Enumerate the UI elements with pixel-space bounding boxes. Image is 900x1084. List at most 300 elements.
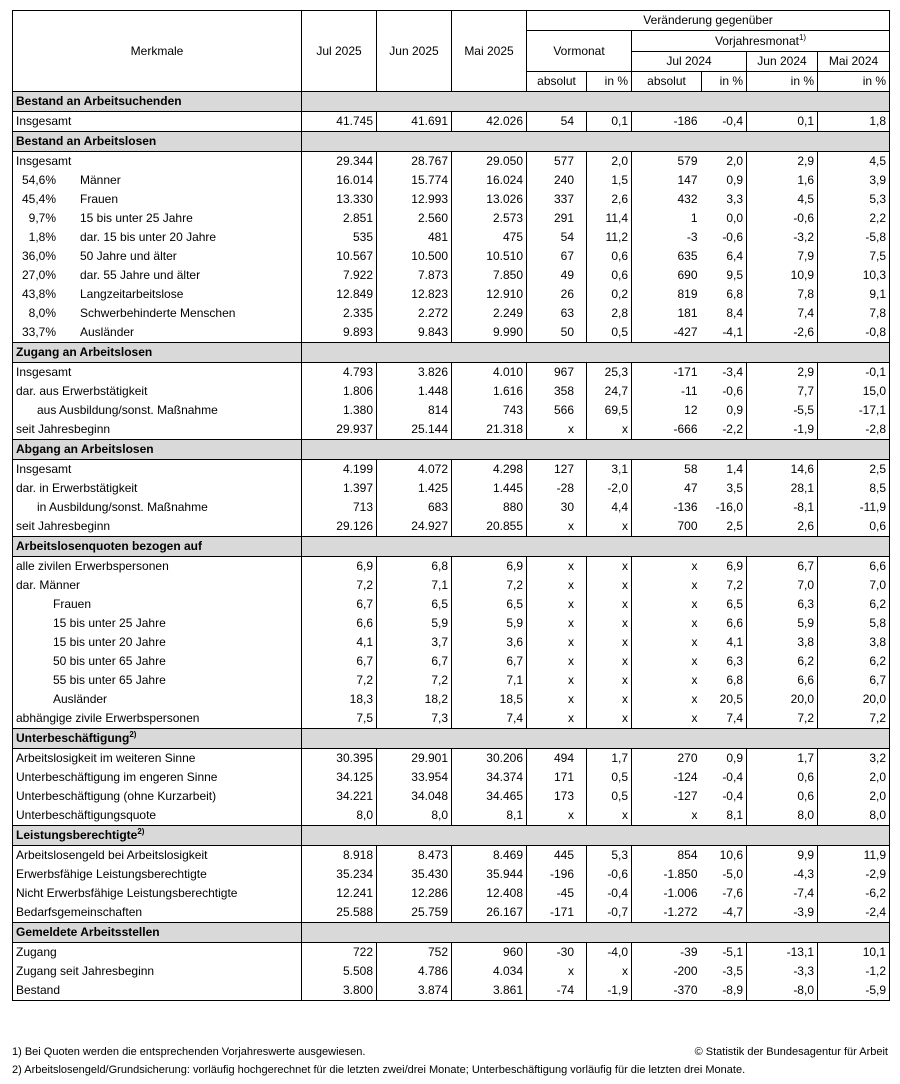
row-label: seit Jahresbeginn	[16, 519, 111, 533]
row-label: dar. 15 bis unter 20 Jahre	[80, 230, 217, 244]
value-cell: 34.374	[452, 768, 527, 787]
value-cell: 5,3	[587, 846, 632, 866]
value-cell: 30	[527, 498, 587, 517]
section-filler-cell	[527, 132, 587, 152]
value-cell: -3,2	[747, 228, 818, 247]
value-cell: 700	[677, 519, 698, 533]
section-filler-cell	[452, 826, 527, 846]
row-label: Bedarfsgemeinschaften	[16, 905, 143, 919]
share-percentage: 8,0%	[28, 306, 56, 320]
value-cell: 2,9	[747, 363, 818, 383]
value-cell: 1.445	[452, 479, 527, 498]
row-label-cell	[13, 171, 302, 190]
value-cell: x	[527, 962, 587, 981]
section-filler-cell	[527, 92, 587, 112]
value-cell: -45	[527, 884, 587, 903]
section-header	[13, 92, 890, 112]
value-cell: x	[691, 578, 698, 592]
value-cell: 8.918	[302, 846, 377, 866]
value-cell: 577	[527, 152, 587, 172]
table-row	[13, 787, 890, 806]
value-cell: x	[587, 690, 632, 709]
value-cell: 3,2	[818, 749, 890, 769]
value-cell: 3.874	[377, 981, 452, 1001]
value-cell: 3.861	[452, 981, 527, 1001]
row-label: Schwerbehinderte Menschen	[80, 306, 236, 320]
row-label-cell	[13, 846, 302, 866]
section-filler-cell	[527, 729, 587, 749]
header-vormonat-pct: in %	[587, 72, 632, 92]
value-cell: 47	[684, 481, 698, 495]
section-filler-cell	[747, 440, 818, 460]
value-cell: -2,6	[747, 323, 818, 343]
row-label-cell	[13, 903, 302, 923]
row-label: dar. Männer	[16, 578, 81, 592]
value-cell: 11,9	[818, 846, 890, 866]
row-label: 55 bis unter 65 Jahre	[53, 673, 166, 687]
value-cell: 2,6	[587, 190, 632, 209]
header-veraenderung: Veränderung gegenüber	[527, 11, 890, 31]
value-cell: 0,0	[702, 209, 747, 228]
value-cell: 6,3	[747, 595, 818, 614]
value-cell: 11,2	[587, 228, 632, 247]
value-cell: 1,4	[702, 460, 747, 480]
value-cell: 6,2	[747, 652, 818, 671]
value-cell: 481	[377, 228, 452, 247]
value-cell: 7,5	[818, 247, 890, 266]
table-row	[13, 576, 890, 595]
value-cell: x	[691, 673, 698, 687]
table-row	[13, 112, 890, 132]
value-cell: -0,4	[587, 884, 632, 903]
section-filler-cell	[702, 729, 747, 749]
value-cell: -16,0	[702, 498, 747, 517]
row-label-cell	[13, 943, 302, 963]
value-cell: 49	[527, 266, 587, 285]
value-cell: 10,6	[702, 846, 747, 866]
value-cell: 181	[677, 306, 698, 320]
value-cell: 3.800	[302, 981, 377, 1001]
row-label-cell	[13, 633, 302, 652]
value-cell: -200	[673, 964, 698, 978]
row-label-cell	[13, 382, 302, 401]
value-cell: 34.125	[302, 768, 377, 787]
section-filler-cell	[302, 923, 377, 943]
value-cell: 29.937	[302, 420, 377, 440]
value-cell: 8,1	[452, 806, 527, 826]
value-cell: 7,2	[747, 709, 818, 729]
value-cell: x	[587, 709, 632, 729]
value-cell: -1.850	[663, 867, 698, 881]
value-cell: 26	[527, 285, 587, 304]
value-cell: 6,4	[702, 247, 747, 266]
value-cell: -3	[686, 230, 698, 244]
row-label: Frauen	[53, 597, 92, 611]
value-cell: 147	[677, 173, 698, 187]
table-row	[13, 209, 890, 228]
value-cell: x	[527, 595, 587, 614]
value-cell: 41.745	[302, 112, 377, 132]
section-filler-cell	[377, 826, 452, 846]
table-row	[13, 247, 890, 266]
section-filler-cell	[377, 343, 452, 363]
header-jun-2024: Jun 2024	[747, 52, 818, 72]
row-label: Ausländer	[80, 325, 135, 339]
vorjahresmonat-label: Vorjahresmonat	[714, 33, 799, 48]
header-jun2024-pct: in %	[747, 72, 818, 92]
table-row	[13, 749, 890, 769]
value-cell: 7,2	[452, 576, 527, 595]
row-label: dar. in Erwerbstätigkeit	[16, 481, 138, 495]
value-cell: 7.873	[377, 266, 452, 285]
value-cell: 50	[527, 323, 587, 343]
table-row	[13, 690, 890, 709]
row-label: Nicht Erwerbsfähige Leistungsberechtigte	[16, 886, 238, 900]
value-cell: -0,7	[587, 903, 632, 923]
section-filler-cell	[818, 92, 890, 112]
table-row	[13, 420, 890, 440]
row-label: Arbeitslosigkeit im weiteren Sinne	[16, 751, 196, 765]
value-cell: 1.425	[377, 479, 452, 498]
table-row	[13, 285, 890, 304]
section-header	[13, 537, 890, 557]
value-cell: 14,6	[747, 460, 818, 480]
value-cell: 10,3	[818, 266, 890, 285]
value-cell: -11,9	[818, 498, 890, 517]
section-filler-cell	[587, 343, 632, 363]
share-percentage: 1,8%	[28, 230, 56, 244]
value-cell: 0,5	[587, 323, 632, 343]
value-cell: x	[691, 808, 698, 822]
value-cell: 6,2	[818, 595, 890, 614]
section-filler-cell	[452, 343, 527, 363]
value-cell: -11	[681, 384, 698, 398]
value-cell: 6,7	[818, 671, 890, 690]
row-label-cell	[13, 595, 302, 614]
row-label-cell	[13, 152, 302, 172]
value-cell: -2,9	[818, 865, 890, 884]
value-cell: 10.500	[377, 247, 452, 266]
value-cell: 54	[527, 112, 587, 132]
value-cell: 0,5	[587, 787, 632, 806]
table-row	[13, 709, 890, 729]
value-cell: 1,7	[747, 749, 818, 769]
table-row	[13, 401, 890, 420]
value-cell: 8,4	[702, 304, 747, 323]
row-label: aus Ausbildung/sonst. Maßnahme	[37, 403, 218, 417]
section-filler-cell	[632, 537, 702, 557]
section-header	[13, 729, 890, 749]
value-cell: 24,7	[587, 382, 632, 401]
value-cell: -0,4	[702, 768, 747, 787]
section-filler-cell	[747, 826, 818, 846]
row-label: 15 bis unter 25 Jahre	[80, 211, 193, 225]
value-cell: 7,9	[747, 247, 818, 266]
value-cell: 9,5	[702, 266, 747, 285]
value-cell: 722	[302, 943, 377, 963]
value-cell: x	[587, 420, 632, 440]
section-title	[13, 537, 302, 557]
value-cell: -124	[673, 770, 698, 784]
table-row	[13, 652, 890, 671]
value-cell: 0,6	[747, 768, 818, 787]
value-cell: 240	[527, 171, 587, 190]
value-cell: x	[527, 806, 587, 826]
value-cell: 0,1	[747, 112, 818, 132]
table-row	[13, 943, 890, 963]
value-cell: 6,6	[818, 557, 890, 577]
row-label-cell	[13, 576, 302, 595]
value-cell: 6,7	[377, 652, 452, 671]
row-label-cell	[13, 190, 302, 209]
value-cell: -5,1	[702, 943, 747, 963]
value-cell: 291	[527, 209, 587, 228]
value-cell: 0,1	[587, 112, 632, 132]
value-cell: -0,6	[747, 209, 818, 228]
value-cell: 1.448	[377, 382, 452, 401]
row-label: Unterbeschäftigung im engeren Sinne	[16, 770, 218, 784]
value-cell: 6,5	[377, 595, 452, 614]
statistics-table	[12, 10, 890, 1001]
value-cell: 2.851	[302, 209, 377, 228]
value-cell: 6,2	[818, 652, 890, 671]
value-cell: 28,1	[747, 479, 818, 498]
row-label: alle zivilen Erwerbspersonen	[16, 559, 169, 573]
value-cell: 9,9	[747, 846, 818, 866]
value-cell: x	[527, 633, 587, 652]
section-label: Zugang an Arbeitslosen	[16, 345, 153, 359]
value-cell: 4.298	[452, 460, 527, 480]
value-cell: 6,5	[452, 595, 527, 614]
section-label: Abgang an Arbeitslosen	[16, 442, 154, 456]
value-cell: -171	[673, 365, 698, 379]
section-filler-cell	[702, 826, 747, 846]
section-filler-cell	[587, 923, 632, 943]
value-cell: 4,1	[302, 633, 377, 652]
table-row	[13, 962, 890, 981]
value-cell: 432	[677, 192, 698, 206]
section-filler-cell	[302, 343, 377, 363]
section-filler-cell	[632, 729, 702, 749]
row-label-cell	[13, 517, 302, 537]
value-cell: x	[691, 635, 698, 649]
value-cell: 6,6	[702, 614, 747, 633]
value-cell: 2,5	[702, 517, 747, 537]
row-label: Zugang seit Jahresbeginn	[16, 964, 155, 978]
value-cell: 7,7	[747, 382, 818, 401]
value-cell: 11,4	[587, 209, 632, 228]
section-title	[13, 923, 302, 943]
row-label-cell	[13, 652, 302, 671]
value-cell: 2,0	[818, 787, 890, 806]
section-filler-cell	[632, 826, 702, 846]
value-cell: 358	[527, 382, 587, 401]
section-header	[13, 132, 890, 152]
value-cell: -7,4	[747, 884, 818, 903]
value-cell: 171	[527, 768, 587, 787]
value-cell: -39	[680, 945, 698, 959]
value-cell: 6,8	[702, 285, 747, 304]
value-cell: 6,5	[702, 595, 747, 614]
table-row	[13, 479, 890, 498]
section-filler-cell	[587, 92, 632, 112]
value-cell: x	[587, 652, 632, 671]
value-cell: x	[587, 614, 632, 633]
share-percentage: 33,7%	[21, 325, 56, 339]
value-cell: 819	[677, 287, 698, 301]
value-cell: 7,0	[818, 576, 890, 595]
row-label: Insgesamt	[16, 462, 72, 476]
value-cell: x	[527, 557, 587, 577]
value-cell: -4,3	[747, 865, 818, 884]
value-cell: 12.241	[302, 884, 377, 903]
value-cell: 1,8	[818, 112, 890, 132]
value-cell: 15,0	[818, 382, 890, 401]
table-row	[13, 304, 890, 323]
value-cell: 0,9	[702, 171, 747, 190]
section-header	[13, 440, 890, 460]
row-label: in Ausbildung/sonst. Maßnahme	[37, 500, 208, 514]
value-cell: 960	[452, 943, 527, 963]
share-percentage: 27,0%	[21, 268, 56, 282]
value-cell: 63	[527, 304, 587, 323]
section-filler-cell	[747, 132, 818, 152]
value-cell: 8,1	[702, 806, 747, 826]
value-cell: 7,8	[818, 304, 890, 323]
section-filler-cell	[302, 440, 377, 460]
table-row	[13, 884, 890, 903]
section-filler-cell	[818, 537, 890, 557]
value-cell: 35.430	[377, 865, 452, 884]
row-label: Bestand	[16, 983, 61, 997]
value-cell: 0,6	[747, 787, 818, 806]
value-cell: 21.318	[452, 420, 527, 440]
value-cell: 7,5	[302, 709, 377, 729]
row-label-cell	[13, 787, 302, 806]
table-row	[13, 614, 890, 633]
value-cell: x	[587, 633, 632, 652]
row-label-cell	[13, 460, 302, 480]
row-label: Arbeitslosengeld bei Arbeitslosigkeit	[16, 848, 208, 862]
row-label-cell	[13, 962, 302, 981]
value-cell: 20,0	[747, 690, 818, 709]
value-cell: 4,1	[702, 633, 747, 652]
value-cell: 3,5	[702, 479, 747, 498]
value-cell: x	[527, 709, 587, 729]
value-cell: 7,3	[377, 709, 452, 729]
value-cell: 12.993	[377, 190, 452, 209]
value-cell: 6,9	[302, 557, 377, 577]
value-cell: x	[587, 671, 632, 690]
value-cell: 2.573	[452, 209, 527, 228]
table-row	[13, 190, 890, 209]
value-cell: 6,9	[702, 557, 747, 577]
row-label: Unterbeschäftigungsquote	[16, 808, 157, 822]
value-cell: 7,1	[377, 576, 452, 595]
value-cell: -171	[527, 903, 587, 923]
value-cell: 12.849	[302, 285, 377, 304]
value-cell: -5,5	[747, 401, 818, 420]
value-cell: 35.234	[302, 865, 377, 884]
value-cell: x	[527, 517, 587, 537]
value-cell: 16.024	[452, 171, 527, 190]
header-jul2024-pct: in %	[702, 72, 747, 92]
value-cell: 2,0	[702, 152, 747, 172]
value-cell: -1,2	[818, 962, 890, 981]
header-mai-2025: Mai 2025	[452, 11, 527, 92]
value-cell: 173	[527, 787, 587, 806]
value-cell: 20,5	[702, 690, 747, 709]
value-cell: 3,3	[702, 190, 747, 209]
table-row	[13, 517, 890, 537]
value-cell: -4,0	[587, 943, 632, 963]
value-cell: 1.380	[302, 401, 377, 420]
row-label: Frauen	[80, 192, 119, 206]
value-cell: x	[691, 616, 698, 630]
table-row	[13, 557, 890, 577]
section-filler-cell	[302, 826, 377, 846]
table-row	[13, 903, 890, 923]
value-cell: 0,6	[818, 517, 890, 537]
value-cell: -1,9	[747, 420, 818, 440]
footnote-1: 1) Bei Quoten werden die entsprechenden Vorjahreswerte ausgewiesen.	[12, 1046, 366, 1058]
value-cell: 1,5	[587, 171, 632, 190]
section-filler-cell	[747, 343, 818, 363]
section-title	[13, 132, 302, 152]
value-cell: 30.395	[302, 749, 377, 769]
value-cell: 10,1	[818, 943, 890, 963]
section-title	[13, 343, 302, 363]
value-cell: 34.221	[302, 787, 377, 806]
table-row	[13, 981, 890, 1001]
section-filler-cell	[702, 132, 747, 152]
value-cell: -0,4	[702, 787, 747, 806]
section-filler-cell	[702, 343, 747, 363]
value-cell: x	[587, 962, 632, 981]
value-cell: 29.126	[302, 517, 377, 537]
header-jun-2025: Jun 2025	[377, 11, 452, 92]
section-header	[13, 923, 890, 943]
section-filler-cell	[818, 729, 890, 749]
value-cell: 69,5	[587, 401, 632, 420]
row-label: 15 bis unter 25 Jahre	[53, 616, 166, 630]
value-cell: 1.616	[452, 382, 527, 401]
value-cell: 5,3	[818, 190, 890, 209]
value-cell: 8,5	[818, 479, 890, 498]
value-cell: -8,1	[747, 498, 818, 517]
value-cell: x	[527, 420, 587, 440]
section-filler-cell	[377, 729, 452, 749]
value-cell: 6,9	[452, 557, 527, 577]
share-percentage: 9,7%	[28, 211, 56, 225]
value-cell: 6,8	[702, 671, 747, 690]
table-row	[13, 595, 890, 614]
section-title	[13, 826, 302, 846]
value-cell: 9.843	[377, 323, 452, 343]
value-cell: 535	[302, 228, 377, 247]
value-cell: -0,4	[702, 112, 747, 132]
value-cell: 337	[527, 190, 587, 209]
value-cell: x	[527, 576, 587, 595]
row-label-cell	[13, 323, 302, 343]
value-cell: 8.473	[377, 846, 452, 866]
section-filler-cell	[818, 826, 890, 846]
value-cell: 26.167	[452, 903, 527, 923]
value-cell: 7,2	[818, 709, 890, 729]
value-cell: 0,6	[587, 247, 632, 266]
row-label: Insgesamt	[16, 365, 72, 379]
section-filler-cell	[818, 923, 890, 943]
